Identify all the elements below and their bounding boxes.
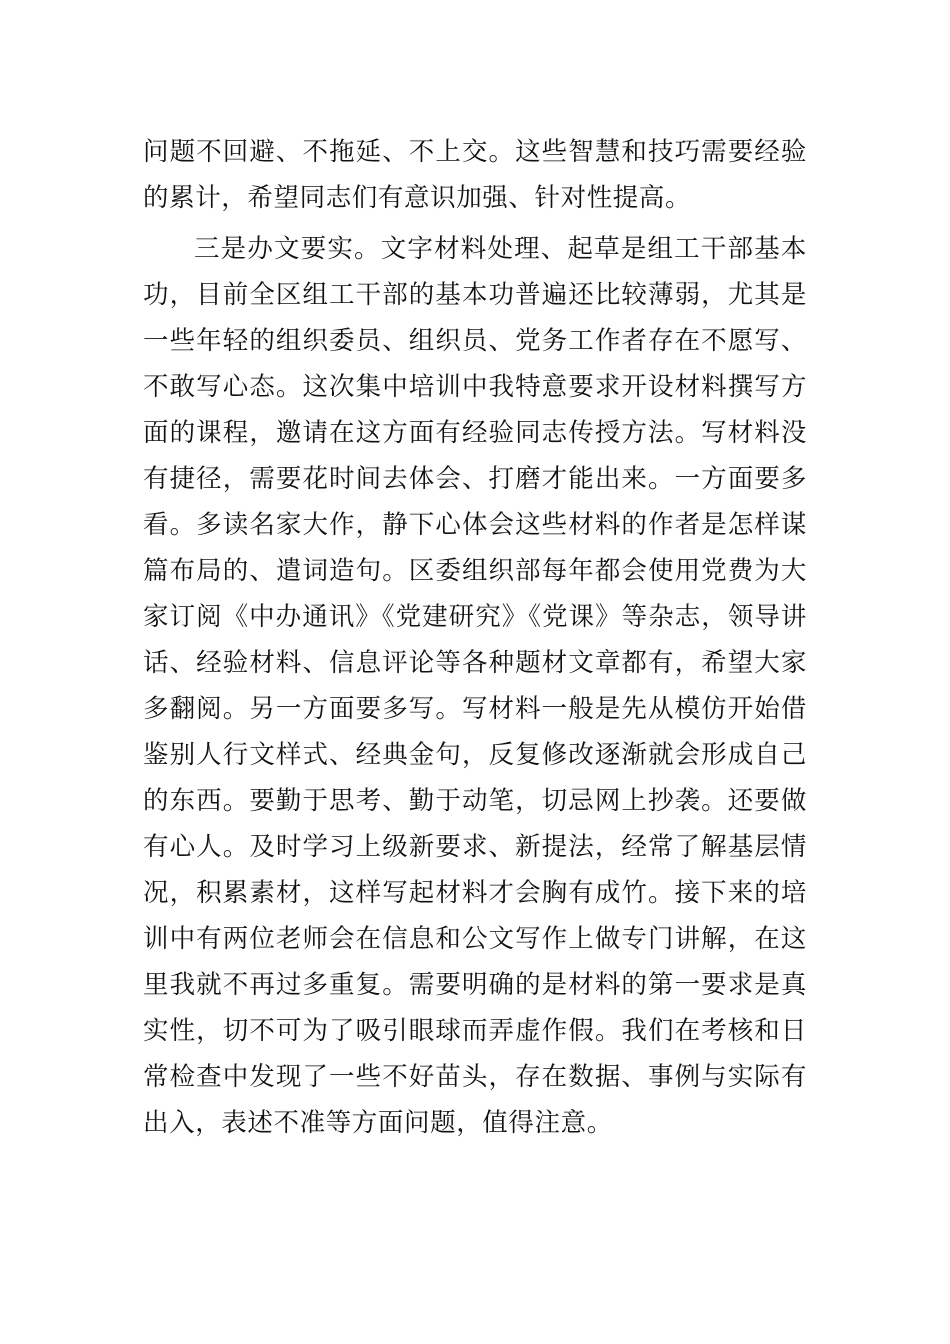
body-paragraph-continued: 问题不回避、不拖延、不上交。这些智慧和技巧需要经验的累计，希望同志们有意识加强、针对性提高。 — [143, 137, 807, 213]
body-paragraph-writing-skills: 三是办文要实。文字材料处理、起草是组工干部基本功，目前全区组工干部的基本功普遍还比较薄弱，尤其是一些年轻的组织委员、组织员、党务工作者存在不愿写、不敢写心态。这次集中培训中我特意要求开设材料撰写方面的课程，邀请在这方面有经验同志传授方法。写材料没有捷径，需要花时间去体会、打磨才能出来。一方面要多看。多读名家大作，静下心体会这些材料的作者是怎样谋篇布局的、遣词造句。区委组织部每年都会使用党费为大家订阅《中办通讯》《党建研究》《党课》等杂志，领导讲话、经验材料、信息评论等各种题材文章都有，希望大家多翻阅。另一方面要多写。写材料一般是先从模仿开始借鉴别人行文样式、经典金句，反复修改逐渐就会形成自己的东西。要勤于思考、勤于动笔，切忌网上抄袭。还要做有心人。及时学习上级新要求、新提法，经常了解基层情况，积累素材，这样写起材料才会胸有成竹。接下来的培训中有两位老师会在信息和公文写作上做专门讲解，在这里我就不再过多重复。需要明确的是材料的第一要求是真实性，切不可为了吸引眼球而弄虚作假。我们在考核和日常检查中发现了一些不好苗头，存在数据、事例与实际有出入，表述不准等方面问题，值得注意。 — [143, 234, 807, 1138]
